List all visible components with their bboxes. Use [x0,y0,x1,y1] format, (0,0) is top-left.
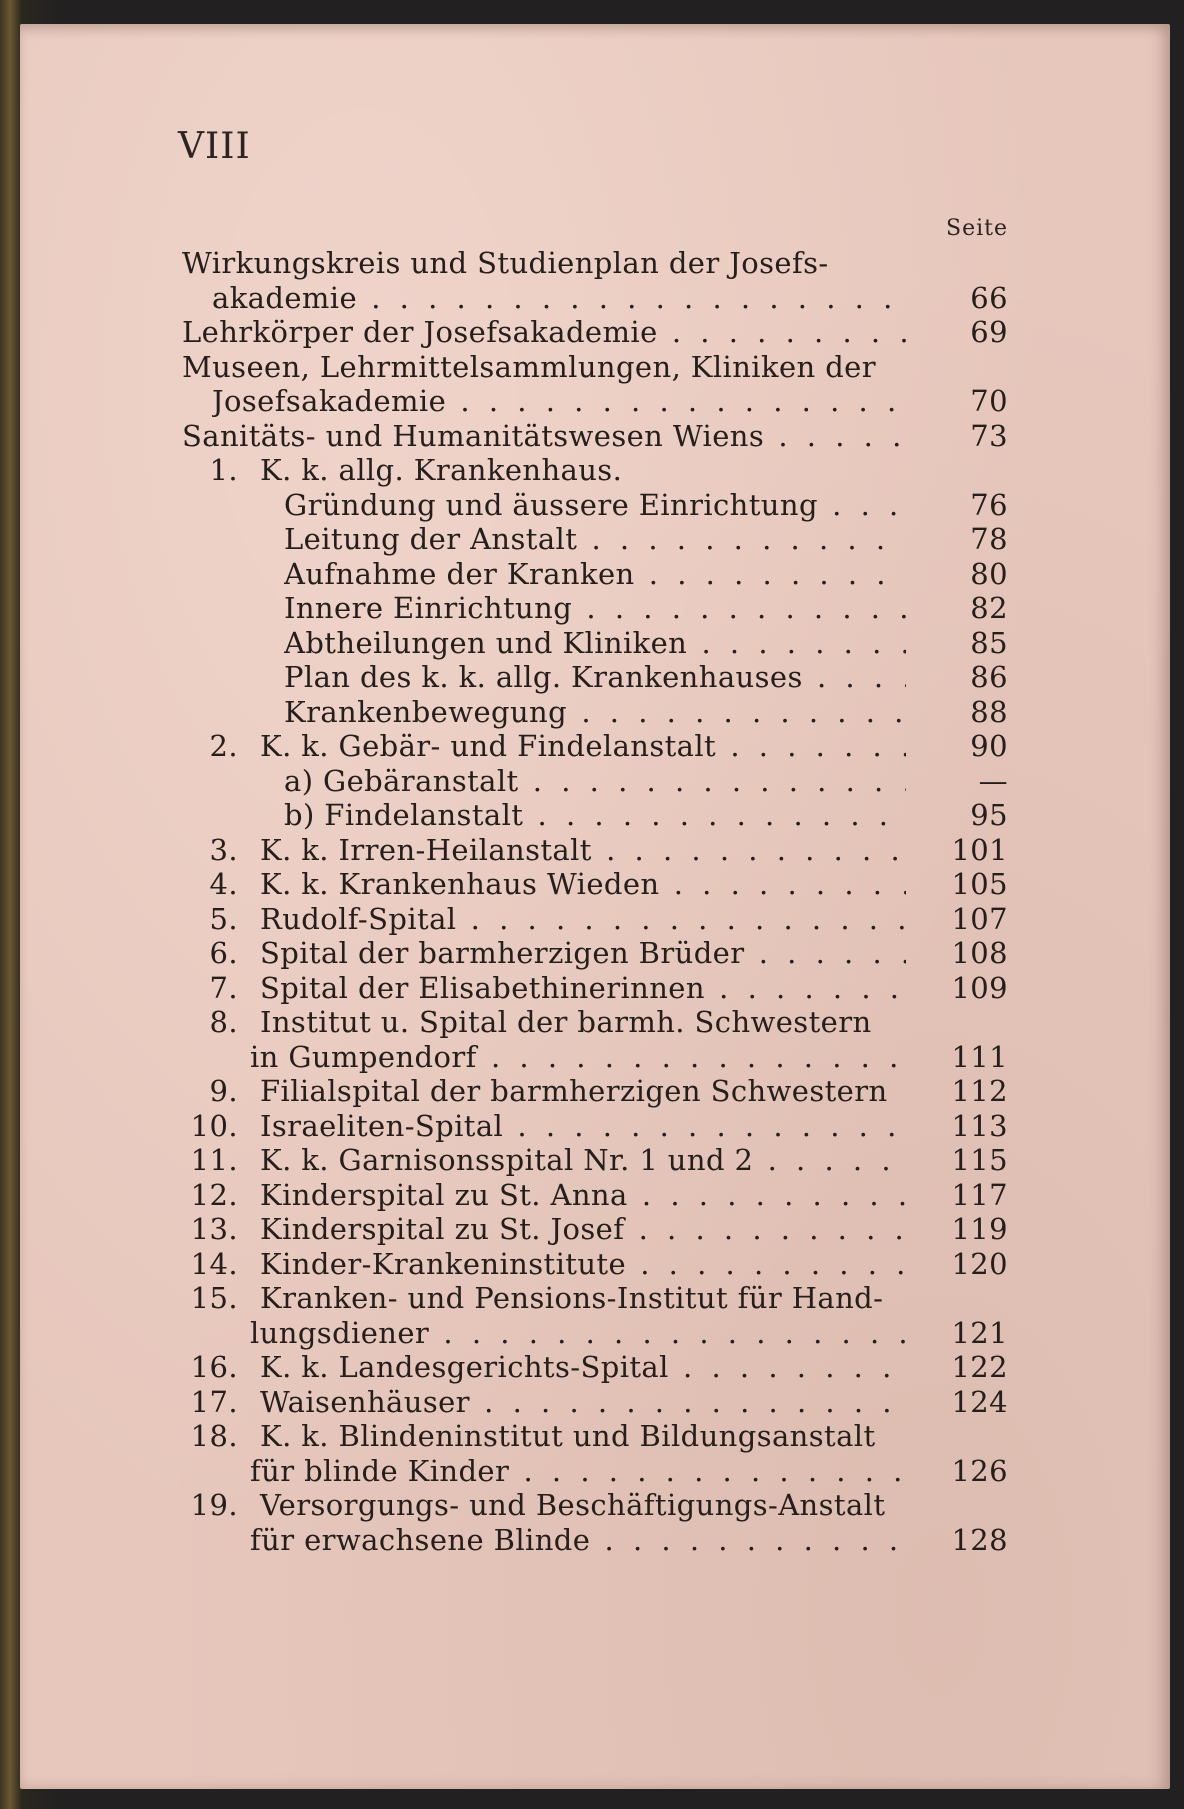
toc-entry-title: Plan des k. k. allg. Krankenhauses . . . [284,660,906,695]
toc-entry-page-number: 66 [970,280,1008,315]
toc-entry-line [0,660,1184,695]
toc-entry-line [0,936,1184,971]
toc-entry-title: Kranken- und Pensions-Institut für Hand- [260,1281,884,1315]
toc-entry [0,867,1184,902]
toc-entry-line [0,453,1184,488]
toc-entry-title: Institut u. Spital der barmh. Schwestern [260,1005,872,1039]
page-folio-number: VIII [178,126,251,167]
toc-entry-line [0,1316,1184,1351]
toc-entry [0,1074,1184,1109]
toc-entry-title: Gründung und äussere Einrichtung . . . [284,488,906,523]
toc-entry [0,453,1184,488]
toc-entry-title: in Gumpendorf . . . [250,1040,906,1075]
toc-entry-number: 9. [209,1074,238,1108]
toc-entry [0,488,1184,523]
toc-entry-number: 16. [190,1350,238,1384]
toc-entry-title: K. k. allg. Krankenhaus. [260,453,623,487]
toc-entry-page-number: 111 [951,1039,1008,1074]
toc-entry-number: 5. [209,901,238,936]
toc-entry-title: Aufnahme der Kranken . . . [284,557,906,592]
toc-entry-line [0,1247,1184,1282]
toc-entry [0,695,1184,730]
toc-entry-title: Israeliten-Spital . . . [260,1109,906,1144]
toc-entry [0,1109,1184,1144]
toc-entry-line [0,1454,1184,1489]
toc-entry-line [0,384,1184,419]
toc-entry-line [0,1074,1184,1109]
toc-entry [0,660,1184,695]
toc-entry [0,315,1184,350]
toc-entry-number: 12. [190,1177,238,1212]
toc-entry-page-number: 78 [970,522,1008,556]
toc-entry-title: Kinder-Krankeninstitute . . . [260,1247,906,1282]
table-of-contents [0,246,1184,1557]
toc-entry-line [0,902,1184,937]
toc-entry-line [0,626,1184,661]
toc-entry-page-number: — [978,763,1008,798]
toc-entry-page-number: 112 [951,1074,1008,1108]
toc-entry-page-number: 113 [951,1108,1008,1143]
toc-entry-line [0,1040,1184,1075]
toc-entry [0,971,1184,1006]
toc-entry [0,1350,1184,1385]
toc-entry-title: Kinderspital zu St. Anna . . . [260,1178,906,1213]
toc-entry-number: 19. [190,1488,238,1522]
toc-entry-line [0,867,1184,902]
toc-entry-line [0,1281,1184,1316]
toc-entry-title: K. k. Gebär- und Findelanstalt . . . [260,729,906,764]
toc-entry-line [0,281,1184,316]
toc-entry-number: 15. [190,1281,238,1315]
toc-entry-line [0,764,1184,799]
toc-entry [0,833,1184,868]
toc-entry-line [0,1385,1184,1420]
toc-entry-number: 7. [209,970,238,1005]
toc-entry-line [0,729,1184,764]
toc-entry-line [0,350,1184,385]
toc-entry-title: für erwachsene Blinde . . . [250,1523,906,1558]
toc-entry-number: 2. [209,729,238,763]
toc-entry [0,1005,1184,1074]
toc-entry-page-number: 128 [951,1522,1008,1557]
toc-entry [0,798,1184,833]
toc-entry-number: 1. [209,453,238,487]
toc-entry-page-number: 109 [951,970,1008,1005]
toc-entry-page-number: 73 [970,418,1008,453]
toc-entry-title: Museen, Lehrmittelsammlungen, Kliniken der [182,349,876,384]
toc-entry [0,557,1184,592]
toc-entry-page-number: 126 [951,1453,1008,1488]
toc-entry-line [0,833,1184,868]
toc-entry-line [0,1350,1184,1385]
toc-entry-title: b) Findelanstalt . . . [284,798,906,833]
toc-entry [0,1281,1184,1350]
toc-entry-title: Rudolf-Spital . . . [260,902,906,937]
toc-entry-line [0,522,1184,557]
toc-entry-line [0,315,1184,350]
toc-entry-line [0,1109,1184,1144]
toc-entry [0,591,1184,626]
toc-entry-number: 8. [209,1005,238,1039]
toc-entry-title: K. k. Irren-Heilanstalt . . . [260,833,906,868]
toc-entry-line [0,971,1184,1006]
toc-entry [0,1143,1184,1178]
toc-entry-page-number: 115 [951,1143,1008,1177]
toc-entry-page-number: 82 [970,591,1008,625]
toc-entry [0,246,1184,315]
toc-entry [0,764,1184,799]
toc-entry [0,522,1184,557]
toc-entry [0,419,1184,454]
toc-entry-line [0,246,1184,281]
toc-entry-page-number: 108 [951,936,1008,970]
toc-entry [0,902,1184,937]
toc-entry-page-number: 86 [970,660,1008,694]
toc-entry-page-number: 124 [951,1384,1008,1419]
toc-entry-number: 10. [190,1108,238,1143]
toc-entry-title: Kinderspital zu St. Josef . . . [260,1212,906,1247]
toc-entry [0,1247,1184,1282]
toc-entry-title: Innere Einrichtung . . . [284,591,906,626]
toc-entry-line [0,1523,1184,1558]
toc-entry-page-number: 76 [970,487,1008,522]
toc-entry [0,1419,1184,1488]
toc-entry-number: 3. [209,832,238,867]
toc-entry-title: Spital der barmherzigen Brüder . . . [260,936,906,971]
toc-entry-number: 4. [209,867,238,901]
toc-entry-title: a) Gebäranstalt . . . [284,764,906,799]
toc-entry-number: 11. [190,1143,238,1177]
toc-entry-page-number: 85 [970,625,1008,660]
toc-entry-line [0,798,1184,833]
toc-entry [0,626,1184,661]
toc-entry-title: Versorgungs- und Beschäftigungs-Anstalt [260,1488,886,1522]
toc-entry-line [0,695,1184,730]
toc-entry-number: 13. [190,1212,238,1246]
toc-entry-title: Josefsakademie . . . [212,384,906,419]
toc-entry-title: Wirkungskreis und Studienplan der Josefs- [182,246,829,280]
toc-entry-number: 18. [190,1419,238,1453]
toc-entry-title: Abtheilungen und Kliniken . . . [284,626,906,661]
toc-entry-page-number: 88 [970,694,1008,729]
toc-entry-number: 14. [190,1246,238,1281]
toc-entry-page-number: 80 [970,556,1008,591]
toc-entry-page-number: 69 [970,315,1008,349]
toc-entry-line [0,488,1184,523]
toc-entry [0,1385,1184,1420]
toc-entry-number: 17. [190,1384,238,1419]
toc-entry-title: K. k. Landesgerichts-Spital . . . [260,1350,906,1385]
toc-entry-line [0,1143,1184,1178]
toc-entry-page-number: 121 [951,1315,1008,1350]
toc-entry-title: Sanitäts- und Humanitätswesen Wiens . . . [182,419,906,454]
toc-entry-number: 6. [209,936,238,970]
seite-column-label: Seite [946,216,1008,241]
toc-entry-page-number: 119 [951,1212,1008,1246]
toc-entry-line [0,1005,1184,1040]
toc-entry-title: für blinde Kinder . . . [250,1454,906,1489]
toc-entry [0,350,1184,419]
toc-entry-title: K. k. Blindeninstitut und Bildungsanstalt [260,1419,876,1453]
toc-entry-line [0,1212,1184,1247]
toc-entry-page-number: 70 [970,384,1008,418]
toc-entry-page-number: 122 [951,1350,1008,1384]
toc-entry-title: Filialspital der barmherzigen Schwestern [260,1074,888,1108]
toc-entry-line [0,1488,1184,1523]
toc-entry-title: Lehrkörper der Josefsakademie . . . [182,315,906,350]
toc-entry-page-number: 120 [951,1246,1008,1281]
toc-entry-line [0,419,1184,454]
toc-entry-title: Leitung der Anstalt . . . [284,522,906,557]
toc-entry-title: lungsdiener . . . [250,1316,906,1351]
toc-entry-line [0,1419,1184,1454]
toc-entry-title: K. k. Garnisonsspital Nr. 1 und 2 . . . [260,1143,906,1178]
toc-entry-title: Waisenhäuser . . . [260,1385,906,1420]
toc-entry-page-number: 95 [970,798,1008,832]
toc-entry-page-number: 105 [951,867,1008,901]
toc-entry [0,1488,1184,1557]
toc-entry-page-number: 90 [970,729,1008,763]
toc-entry [0,729,1184,764]
toc-entry-page-number: 117 [951,1177,1008,1212]
toc-entry [0,1212,1184,1247]
toc-entry-line [0,557,1184,592]
toc-entry [0,936,1184,971]
toc-entry-line [0,1178,1184,1213]
toc-entry-title: akademie . . . [212,281,906,316]
toc-entry-title: Krankenbewegung . . . [284,695,906,730]
toc-entry-page-number: 107 [951,901,1008,936]
toc-entry-title: Spital der Elisabethinerinnen . . . [260,971,906,1006]
toc-entry [0,1178,1184,1213]
toc-entry-title: K. k. Krankenhaus Wieden . . . [260,867,906,902]
toc-entry-line [0,591,1184,626]
toc-entry-page-number: 101 [951,832,1008,867]
